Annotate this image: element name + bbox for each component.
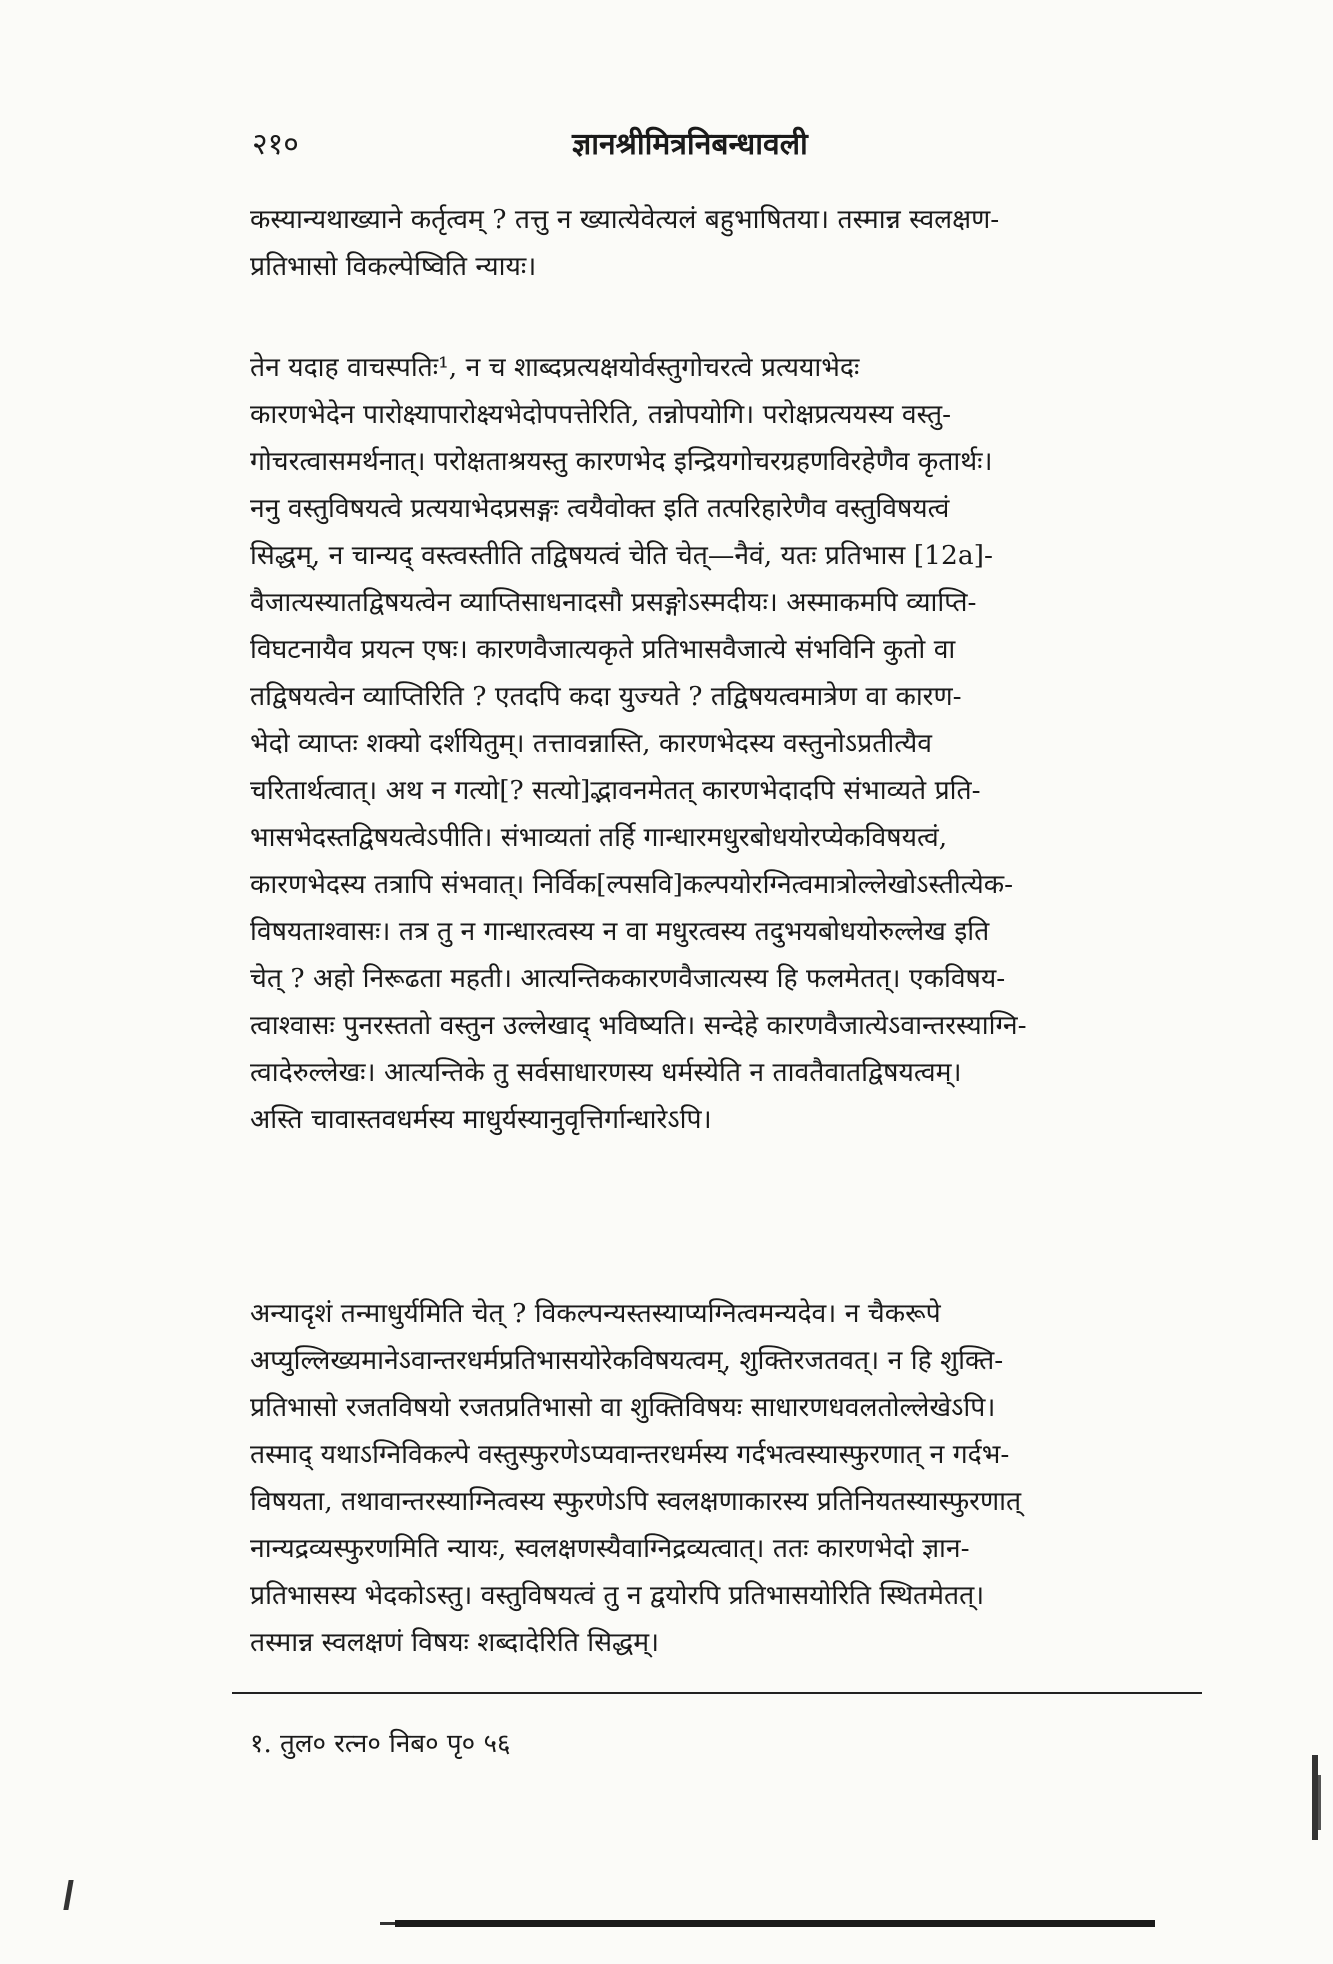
text-line: कारणभेदेन पारोक्ष्यापारोक्ष्यभेदोपपत्तेरिति, तन्नोपयोगि। परोक्षप्रत्ययस्य वस्तु- <box>250 399 952 430</box>
text-line: प्रतिभासो रजतविषयो रजतप्रतिभासो वा शुक्तिविषयः साधारणधवलतोल्लेखेऽपि। <box>250 1392 996 1423</box>
text-line: तस्मान्न स्वलक्षणं विषयः शब्दादेरिति सिद्धम्। <box>250 1627 660 1658</box>
text-line: भासभेदस्तद्विषयत्वेऽपीति। संभाव्यतां तर्हि गान्धारमधुरबोधयोरप्येकविषयत्वं, <box>250 822 948 853</box>
text-line: विघटनायैव प्रयत्न एषः। कारणवैजात्यकृते प्रतिभासवैजात्ये संभविनि कुतो वा <box>250 634 956 665</box>
paragraph-1 <box>250 196 1205 290</box>
footnote-rule <box>232 1692 1202 1694</box>
text-line: अप्युल्लिख्यमानेऽवान्तरधर्मप्रतिभासयोरेकविषयत्वम्, शुक्तिरजतवत्। न हि शुक्ति- <box>250 1345 1004 1376</box>
text-line: नान्यद्रव्यस्फुरणमिति न्यायः, स्वलक्षणस्यैवाग्निद्रव्यत्वात्। ततः कारणभेदो ज्ञान- <box>250 1533 970 1564</box>
text-line: प्रतिभासस्य भेदकोऽस्तु। वस्तुविषयत्वं तु न द्वयोरपि प्रतिभासयोरिति स्थितमेतत्। <box>250 1580 985 1611</box>
text-line: कस्यान्यथाख्याने कर्तृत्वम् ? तत्तु न ख्यात्येवेत्यलं बहुभाषितया। तस्मान्न स्वलक्षण- <box>250 204 1000 235</box>
text-line: चरितार्थत्वात्। अथ न गत्यो[? सत्यो]द्भावनमेतत् कारणभेदादपि संभाव्यते प्रति- <box>250 775 981 806</box>
text-line: कारणभेदस्य तत्रापि संभवात्। निर्विक[ल्पसवि]कल्पयोरग्नित्वमात्रोल्लेखोऽस्तीत्येक- <box>250 869 1014 900</box>
paragraph-2 <box>250 344 1205 1143</box>
page-number: २१० <box>252 127 299 162</box>
text-line: विषयताश्वासः। तत्र तु न गान्धारत्वस्य न वा मधुरत्वस्य तदुभयबोधयोरुल्लेख इति <box>250 916 990 947</box>
text-line: विषयता, तथावान्तरस्याग्नित्वस्य स्फुरणेऽपि स्वलक्षणाकारस्य प्रतिनियतस्यास्फुरणात् <box>250 1486 1022 1517</box>
scan-edge-mark <box>1318 1775 1321 1830</box>
text-line: तद्विषयत्वेन व्याप्तिरिति ? एतदपि कदा युज्यते ? तद्विषयत्वमात्रेण वा कारण- <box>250 681 962 712</box>
text-line: अन्यादृशं तन्माधुर्यमिति चेत् ? विकल्पन्यस्तस्याप्यग्नित्वमन्यदेव। न चैकरूपे <box>250 1298 941 1329</box>
scan-corner-mark <box>63 1880 73 1910</box>
text-line: वैजात्यस्यातद्विषयत्वेन व्याप्तिसाधनादसौ प्रसङ्गोऽस्मदीयः। अस्माकमपि व्याप्ति- <box>250 587 977 618</box>
text-line: त्वादेरुल्लेखः। आत्यन्तिके तु सर्वसाधारणस्य धर्मस्येति न तावतैवातद्विषयत्वम्। <box>250 1057 962 1088</box>
text-line: सिद्धम्, न चान्यद् वस्त्वस्तीति तद्विषयत्वं चेति चेत्—नैवं, यतः प्रतिभास [12a]- <box>250 540 993 571</box>
scan-bar <box>395 1920 1155 1927</box>
text-line: त्वाश्वासः पुनरस्ततो वस्तुन उल्लेखाद् भविष्यति। सन्देहे कारणवैजात्येऽवान्तरस्याग्नि- <box>250 1010 1027 1041</box>
text-line: गोचरत्वासमर्थनात्। परोक्षताश्रयस्तु कारणभेद इन्द्रियगोचरग्रहणविरहेणैव कृतार्थः। <box>250 446 993 477</box>
text-line: प्रतिभासो विकल्पेष्विति न्यायः। <box>250 251 537 282</box>
footnote: १. तुल० रत्न० निब० पृ० ५६ <box>250 1729 511 1759</box>
text-line: चेत् ? अहो निरूढता महती। आत्यन्तिककारणवैजात्यस्य हि फलमेतत्। एकविषय- <box>250 963 1006 994</box>
running-title: ज्ञानश्रीमित्रनिबन्धावली <box>572 127 808 162</box>
text-line: ननु वस्तुविषयत्वे प्रत्ययाभेदप्रसङ्गः त्वयैवोक्त इति तत्परिहारेणैव वस्तुविषयत्वं <box>250 493 950 524</box>
text-line: अस्ति चावास्तवधर्मस्य माधुर्यस्यानुवृत्तिर्गान्धारेऽपि। <box>250 1104 712 1135</box>
text-line: तस्माद् यथाऽग्निविकल्पे वस्तुस्फुरणेऽप्यवान्तरधर्मस्य गर्दभत्वस्यास्फुरणात् न गर्दभ- <box>250 1439 1010 1470</box>
page-header <box>252 122 1212 172</box>
text-line: तेन यदाह वाचस्पतिः¹, न च शाब्दप्रत्यक्षयोर्वस्तुगोचरत्वे प्रत्ययाभेदः <box>250 352 860 383</box>
text-line: भेदो व्याप्तः शक्यो दर्शयितुम्। तत्तावन्नास्ति, कारणभेदस्य वस्तुनोऽप्रतीत्यैव <box>250 728 932 759</box>
paragraph-3 <box>250 1290 1205 1666</box>
